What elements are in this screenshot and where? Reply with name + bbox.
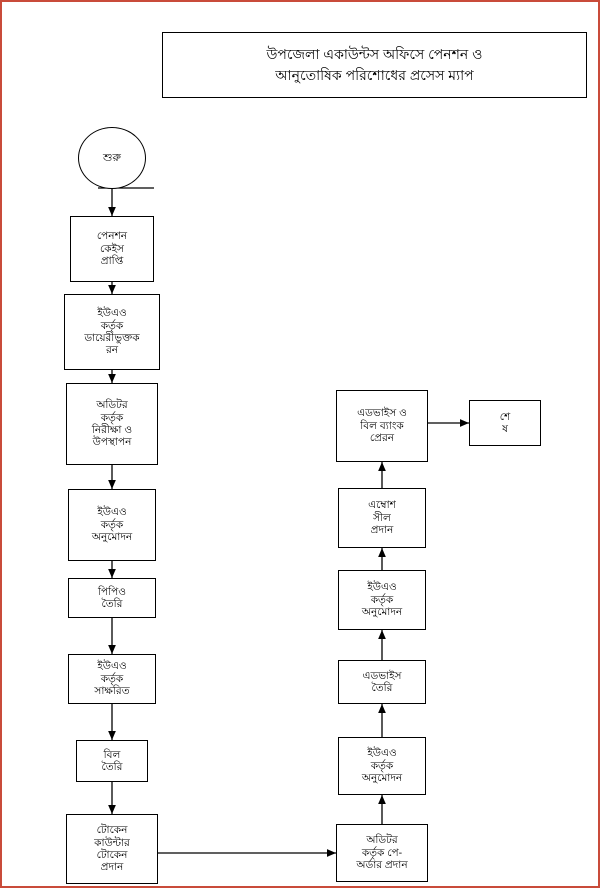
node-start[interactable]: [78, 127, 146, 189]
flowchart-canvas: [2, 2, 600, 890]
node-line: টোকেন: [96, 849, 128, 861]
node-line: তৈরি: [371, 682, 393, 694]
node-line: এম্বোশ: [368, 499, 396, 512]
node-ueao-approval-1[interactable]: [68, 489, 156, 561]
node-line: কেইস: [99, 242, 124, 255]
node-line: ইউএও: [367, 747, 397, 760]
node-line: কর্তৃক: [370, 593, 394, 606]
node-line: তৈরি: [101, 598, 123, 610]
node-line: প্রদান: [100, 861, 124, 874]
node-line: অনুমোদন: [361, 772, 403, 785]
node-line: নিরীক্ষা ও: [91, 424, 133, 436]
node-line: তৈরি: [101, 761, 123, 773]
node-line: অডিটর: [96, 399, 128, 412]
node-line: প্রেরন: [369, 432, 395, 445]
node-line: প্রদান: [370, 524, 394, 537]
title-line-1: উপজেলা একাউন্টস অফিসে পেনশন ও: [266, 46, 483, 62]
node-line: অনুমোদন: [361, 606, 403, 619]
node-line: ষ: [502, 423, 508, 435]
node-bill-preparation[interactable]: [76, 740, 148, 782]
node-token-counter-token-issue[interactable]: [66, 814, 158, 884]
node-auditor-audit-present[interactable]: [66, 383, 158, 465]
node-line: ডায়েরীভুক্তক: [84, 332, 140, 344]
node-line: কর্তৃক: [370, 759, 394, 772]
node-line: অডিটর: [366, 834, 398, 847]
node-line: এডভাইস: [362, 669, 402, 682]
node-line: ইউএও: [367, 581, 397, 594]
node-ueao-diary-entry[interactable]: [64, 294, 160, 370]
node-line: কর্তৃক: [100, 411, 124, 424]
diagram-title: [162, 32, 587, 98]
node-line: কর্তৃক: [100, 672, 124, 685]
node-ueao-signed[interactable]: [68, 654, 156, 704]
node-auditor-pay-order[interactable]: [336, 824, 428, 882]
node-line: পেনশন: [96, 230, 128, 243]
node-line: কর্তৃক: [100, 518, 124, 531]
node-start-label: শুরু: [103, 151, 121, 164]
node-line: এডভাইস ও: [357, 407, 407, 420]
node-ueao-approval-3[interactable]: [338, 570, 426, 630]
title-line-2: আনুতোষিক পরিশোধের প্রসেস ম্যাপ: [275, 67, 474, 83]
node-line: অর্ডার প্রদান: [356, 859, 408, 872]
node-line: ইউএও: [97, 660, 127, 673]
node-line: কাউন্টার: [94, 836, 130, 849]
node-ppo-preparation[interactable]: [68, 578, 156, 618]
node-line: সীল: [373, 511, 391, 524]
node-line: সাক্ষরিত: [94, 685, 130, 698]
node-line: টোকেন: [96, 824, 128, 837]
node-line: কর্তৃক: [100, 319, 124, 332]
node-emboss-seal[interactable]: [338, 488, 426, 548]
node-line: ইউএও: [97, 307, 127, 320]
node-line: উপস্থাপন: [92, 436, 132, 449]
node-line: প্রাপ্তি: [100, 255, 124, 268]
node-ueao-approval-2[interactable]: [338, 737, 426, 795]
node-line: বিল ব্যাংক: [360, 419, 404, 432]
node-line: অনুমোদন: [91, 531, 133, 544]
node-line: বিল: [103, 748, 121, 761]
node-end[interactable]: [469, 400, 541, 446]
node-advice-preparation[interactable]: [338, 660, 426, 704]
node-line: শে: [499, 410, 511, 423]
node-line: ইউএও: [97, 506, 127, 519]
node-line: রন: [105, 344, 119, 357]
node-line: পিপিও: [98, 585, 126, 598]
node-advice-bill-to-bank[interactable]: [336, 390, 428, 462]
node-line: কর্তৃক পে-: [361, 846, 403, 859]
node-pension-case-received[interactable]: [70, 216, 154, 282]
